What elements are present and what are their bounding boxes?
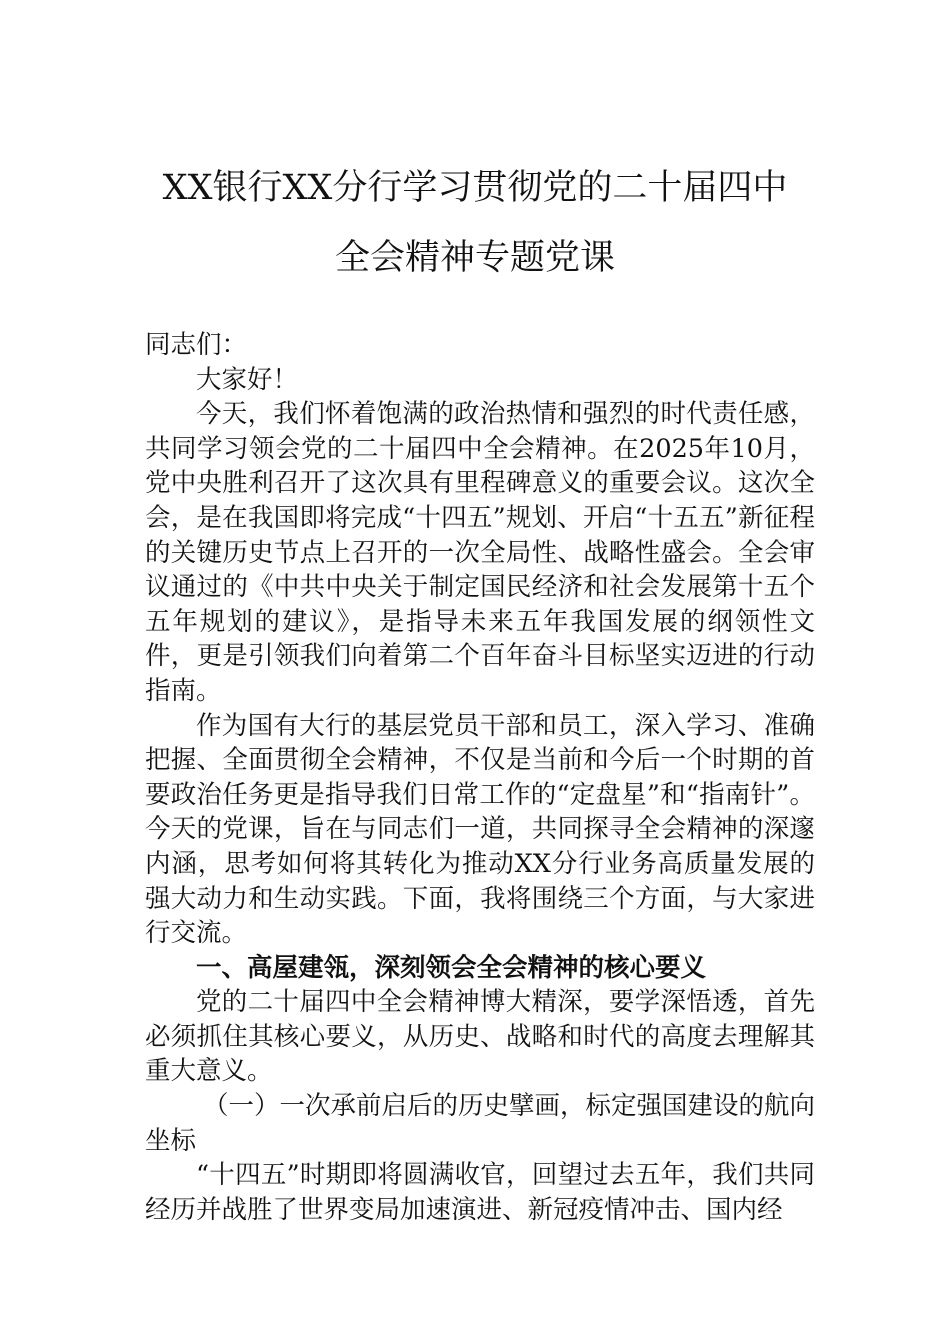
paragraph-purpose: 作为国有大行的基层党员干部和员工，深入学习、准确把握、全面贯彻全会精神，不仅是当前和今后一个时期的首要政治任务更是指导我们日常工作的“定盘星”和“指南针”。今天的党课，旨在与同志们一道，共同探寻全会精神的深邃内涵，思考如何将其转化为推动XX分行业务高质量发展的强大动力和生动实践。下面，我将围绕三个方面，与大家进行交流。 [145,710,815,949]
subsection-1-text: “十四五”时期即将圆满收官，回望过去五年，我们共同经历并战胜了世界变局加速演进、新冠疫情冲击、国内经 [145,1160,815,1225]
document-body [145,328,815,1227]
section-heading-1: 一、高屋建瓴，深刻领会全会精神的核心要义 [196,952,707,983]
greeting: 大家好！ [196,364,299,395]
paragraph-opening: 今天，我们怀着饱满的政治热情和强烈的时代责任感，共同学习领会党的二十届四中全会精神。在2025年10月，党中央胜利召开了这次具有里程碑意义的重要会议。这次全会，是在我国即将完成“十四五”规划、开启“十五五”新征程的关键历史节点上召开的一次全局性、战略性盛会。全会审议通过的《中共中央关于制定国民经济和社会发展第十五个五年规划的建议》，是指导未来五年我国发展的纲领性文件，更是引领我们向着第二个百年奋斗目标坚实迈进的行动指南。 [145,399,815,706]
section-1-intro: 党的二十届四中全会精神博大精深，要学深悟透，首先必须抓住其核心要义，从历史、战略和时代的高度去理解其重大意义。 [145,987,815,1087]
salutation: 同志们： [145,330,248,360]
document-title-line-2: 全会精神专题党课 [334,238,615,278]
document-title-line-1: XX银行XX分行学习贯彻党的二十届四中 [162,168,788,208]
subsection-heading-1: （一）一次承前启后的历史擘画，标定强国建设的航向坐标 [145,1091,816,1156]
